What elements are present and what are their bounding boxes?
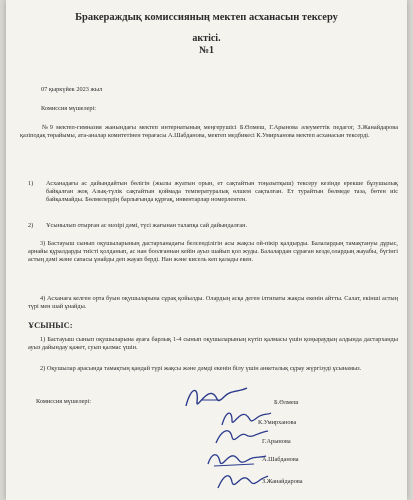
document-date: 07 қыркүйек 2023 жыл [41,86,103,93]
document-subtitle: актісі. [192,33,221,44]
signer-name-2: К.Умирханова [258,419,297,426]
document-title: Бракераждық комиссияның мектеп асханасын тексеру [75,12,338,23]
usynys-heading: ҰСЫНЫС: [28,320,73,330]
item4-paragraph: 4) Асханаға келген орта буын оқушыларына сұрақ қойылды. Олардың асқа деген ілтипаты жақсы екенін айтты. Салат, екінші астың түрі мен шай ұнайды. [28,295,398,311]
item3-paragraph: 3) Бастауыш сынып оқушыларының дастарханадағы белсенділігін асы жақсы ой-пікір қалдырды. Балалардың тамақтануы дұрыс, арнайы құралдарды тиісті қолданып, ас нан боолғаннан кейін ауыз шайып қол жуды. Балалардан сұраған кезде,олардың жауабы, бүгінгі астың дәмі және сапасы ұнайды деп жауап берді. Нан және кисель кеп қалады екен. [28,240,398,264]
members-label: Комиссия мүшелері: [41,105,97,112]
document-page [6,0,407,500]
signer-name-1: Б.Өлмеш [274,399,299,406]
document-number: №1 [198,45,215,56]
signer-name-5: З.Жанайдарова [262,478,303,485]
signature-3 [212,425,272,449]
item2-paragraph: Ұсынылып отырған ас мәзірі дәмі, түсі жағынан талапқа сай дайындалған. [46,222,248,229]
members-label-footer: Комиссия мүшелері: [36,398,92,405]
item1-paragraph: Асханадағы ас дайындайтын бөлігін (жылы жуатын орын, ет сақтайтын тоңазытқыш) тексеру кезінде ерекше бұзушылық байқалған жоқ Азық-түлік сақтайтын қоймада температуралық өлшем сақталған. Ет турайтын бөлмеде таза, бөтен иіс байқалмайды. Бөлмелердің барлығында құрғақ, инвентарлар номерленген. [46,180,398,204]
item1-number: 1) [28,180,34,187]
recommendation1-paragraph: 1) Бастауыш сынып оқушыларына ауаға барлық 1-4 сынып оқушыларының күтіп қалмасы үшін қоңыраудың алдында дастарханды ауыз дайындау қажет, суып қалмас үшін. [28,336,398,352]
recommendation2-paragraph: 2) Оқушылар арасында тамақтың қандай түрі жақсы және дәмді екенін білу үшін анкеталық сұрау жүргізуді ұсынамыз. [40,365,362,372]
signer-name-4: А.Шабданова [262,456,299,463]
item2-number: 2) [28,222,34,229]
intro-paragraph: №9 мектеп-гимназия жанындағы мектеп интернатының меңгерушісі Б.Өлмеш, Г.Арынова әлеуметтік педагог, З.Жанайдарова қазіподақ төрайымы, ата-аналар комитетінен төрағасы А.Шабданова, мектеп медбикесі К.Умирханова мектеп асханасын тексерді. [20,124,398,140]
signer-name-3: Г.Арынова [262,438,291,445]
